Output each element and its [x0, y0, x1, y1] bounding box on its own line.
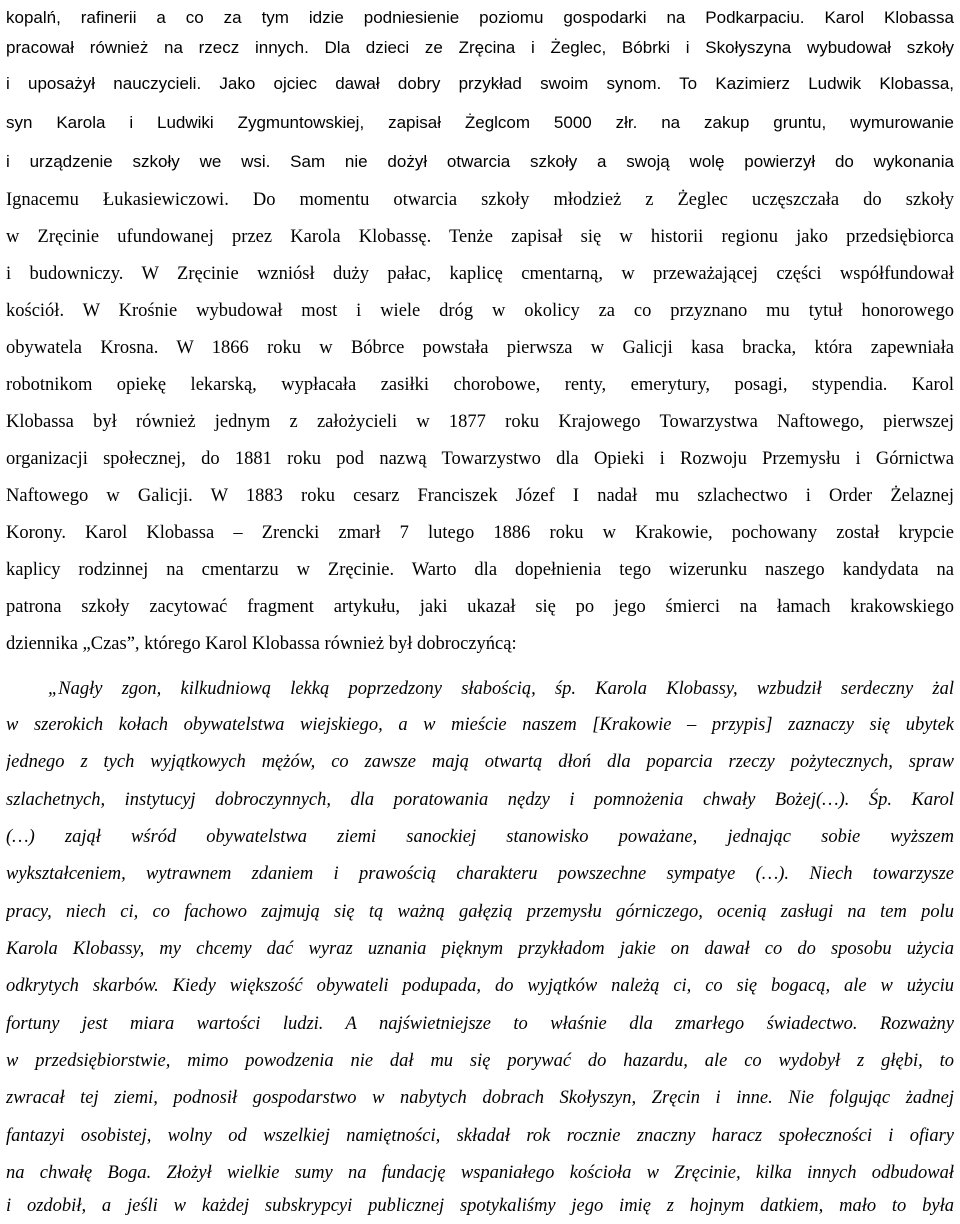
quote-line: na chwałę Boga. Złożył wielkie sumy na fundację wspaniałego kościoła w Zręcinie, kilka innych odbudował — [6, 1163, 954, 1183]
text-line: i urządzenie szkoły we wsi. Sam nie dożył otwarcia szkoły a swoją wolę powierzył do wykonania — [6, 152, 954, 171]
text-line: kościół. W Krośnie wybudował most i wiele dróg w okolicy za co przyznano mu tytuł honorowego — [6, 301, 954, 321]
quote-line: fantazyi osobistej, wolny od wszelkiej namiętności, składał rok rocznie znaczny haracz społeczności i ofiary — [6, 1126, 954, 1146]
text-line: Ignacemu Łukasiewiczowi. Do momentu otwarcia szkoły młodzież z Żeglec uczęszczała do szkoły — [6, 190, 954, 210]
text-line: organizacji społecznej, do 1881 roku pod nazwą Towarzystwo dla Opieki i Rozwoju Przemysłu i Górnictwa — [6, 449, 954, 469]
quote-line: pracy, niech ci, co fachowo zajmują się tą ważną gałęzią przemysłu górniczego, ocenią zasługi na tem polu — [6, 902, 954, 922]
quote-line: w szerokich kołach obywatelstwa wiejskiego, a w mieście naszem [Krakowie – przypis] zaznaczy się ubytek — [6, 715, 954, 735]
quote-line: wykształceniem, wytrawnem zdaniem i prawością charakteru powszechne sympatye (…). Niech towarzysze — [6, 864, 954, 884]
quote-line: odkrytych skarbów. Kiedy większość obywateli podupada, do wyjątków należą ci, co się bogacą, ale w użyciu — [6, 976, 954, 996]
text-line: i uposażył nauczycieli. Jako ojciec dawał dobry przykład swoim synom. To Kazimierz Ludwik Klobassa, — [6, 74, 954, 93]
text-line: Korony. Karol Klobassa – Zrencki zmarł 7 lutego 1886 roku w Krakowie, pochowany został krypcie — [6, 523, 954, 543]
quote-line: jednego z tych wyjątkowych mężów, co zawsze mają otwartą dłoń dla poparcia rzeczy pożytecznych, spraw — [6, 752, 954, 772]
text-line: i budowniczy. W Zręcinie wzniósł duży pałac, kaplicę cmentarną, w przeważającej części współfundował — [6, 264, 954, 284]
text-line: kopalń, rafinerii a co za tym idzie podniesienie poziomu gospodarki na Podkarpaciu. Karol Klobassa — [6, 8, 954, 27]
quote-line: zwracał tej ziemi, podnosił gospodarstwo w nabytych dobrach Skołyszyn, Zręcin i inne. Nie folgując żadnej — [6, 1088, 954, 1108]
quote-line: w przedsiębiorstwie, mimo powodzenia nie dał mu się porywać do hazardu, ale co wydobył z głębi, to — [6, 1051, 954, 1071]
quote-line: „Nagły zgon, kilkudniową lekką poprzedzony słabością, śp. Karola Klobassy, wzbudził serdeczny żal — [48, 679, 954, 699]
quote-line: (…) zajął wśród obywatelstwa ziemi sanockiej stanowisko poważane, jednając sobie wyższem — [6, 827, 954, 847]
text-line: w Zręcinie ufundowanej przez Karola Klobassę. Tenże zapisał się w historii regionu jako przedsiębiorca — [6, 227, 954, 247]
text-line: Naftowego w Galicji. W 1883 roku cesarz Franciszek Józef I nadał mu szlachectwo i Order Żelaznej — [6, 486, 954, 506]
text-line: dziennika „Czas”, którego Karol Klobassa również był dobroczyńcą: — [6, 634, 517, 654]
text-line: robotnikom opiekę lekarską, wypłacała zasiłki chorobowe, renty, emerytury, posagi, stypendia. Karol — [6, 375, 954, 395]
text-line: patrona szkoły zacytować fragment artykułu, jaki ukazał się po jego śmierci na łamach krakowskiego — [6, 597, 954, 617]
text-line: obywatela Krosna. W 1866 roku w Bóbrce powstała pierwsza w Galicji kasa bracka, która zapewniała — [6, 338, 954, 358]
quote-line: fortuny jest miara wartości ludzi. A najświetniejsze to właśnie dla zmarłego świadectwo. Rozważny — [6, 1014, 954, 1034]
quote-line: i ozdobił, a jeśli w każdej subskrypcyi publicznej spotykaliśmy jego imię z hojnym datkiem, mało to była — [6, 1196, 954, 1216]
quote-line: Karola Klobassy, my chcemy dać wyraz uznania pięknym przykładom jakie on dawał co do sposobu użycia — [6, 939, 954, 959]
text-line: pracował również na rzecz innych. Dla dzieci ze Zręcina i Żeglec, Bóbrki i Skołyszyna wybudował szkoły — [6, 38, 954, 57]
text-line: Klobassa był również jednym z założycieli w 1877 roku Krajowego Towarzystwa Naftowego, pierwszej — [6, 412, 954, 432]
quote-line: szlachetnych, instytucyj dobroczynnych, dla poratowania nędzy i pomnożenia chwały Bożej(…). Śp. Karol — [6, 790, 954, 810]
text-line: kaplicy rodzinnej na cmentarzu w Zręcinie. Warto dla dopełnienia tego wizerunku naszego kandydata na — [6, 560, 954, 580]
text-line: syn Karola i Ludwiki Zygmuntowskiej, zapisał Żeglcom 5000 złr. na zakup gruntu, wymurowanie — [6, 113, 954, 132]
